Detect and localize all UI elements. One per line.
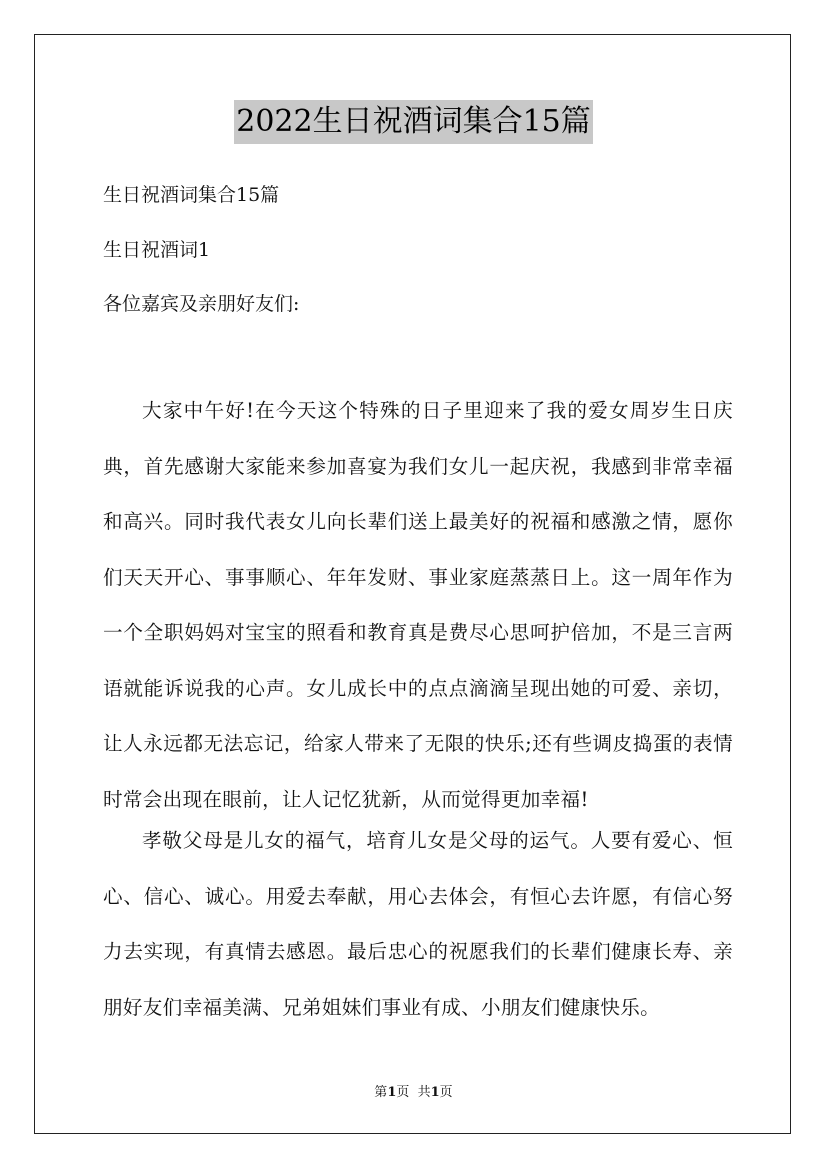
body-paragraph-1: 大家中午好!在今天这个特殊的日子里迎来了我的爱女周岁生日庆典，首先感谢大家能来参加喜宴为我们女儿一起庆祝，我感到非常幸福和高兴。同时我代表女儿向长辈们送上最美好的祝福和感激之情，愿你们天天开心、事事顺心、年年发财、事业家庭蒸蒸日上。这一周年作为一个全职妈妈对宝宝的照看和教育真是费尽心思呵护倍加，不是三言两语就能诉说我的心声。女儿成长中的点点滴滴呈现出她的可爱、亲切，让人永远都无法忘记，给家人带来了无限的快乐;还有些调皮捣蛋的表情时常会出现在眼前，让人记忆犹新，从而觉得更加幸福! xyxy=(103,399,733,811)
footer-total-pages: 1 xyxy=(430,1085,440,1100)
footer-page-number: 1 xyxy=(387,1085,397,1100)
footer-suffix: 页 xyxy=(439,1085,453,1100)
footer-prefix: 第 xyxy=(374,1085,388,1100)
document-title: 2022生日祝酒词集合15篇 xyxy=(234,100,593,144)
section-heading: 生日祝酒词1 xyxy=(103,239,211,261)
page-footer xyxy=(0,1084,827,1102)
subtitle: 生日祝酒词集合15篇 xyxy=(103,184,280,206)
body-paragraph-2: 孝敬父母是儿女的福气，培育儿女是父母的运气。人要有爱心、恒心、信心、诚心。用爱去奉献，用心去体会，有恒心去许愿，有信心努力去实现，有真情去感恩。最后忠心的祝愿我们的长辈们健康长寿、亲朋好友们幸福美满、兄弟姐妹们事业有成、小朋友们健康快乐。 xyxy=(103,829,733,1019)
salutation: 各位嘉宾及亲朋好友们: xyxy=(103,293,300,315)
title-container xyxy=(0,100,827,144)
footer-mid: 页 共 xyxy=(396,1085,431,1100)
